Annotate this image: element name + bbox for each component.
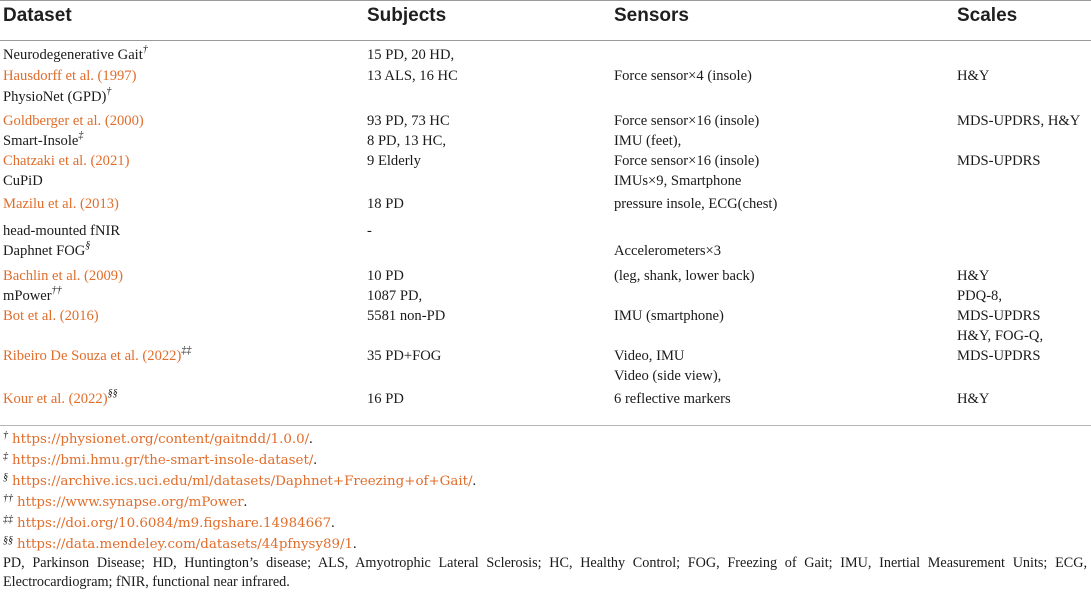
- table-cell-dataset: [3, 173, 43, 190]
- citation-link[interactable]: [3, 153, 129, 170]
- cell-text: H&Y: [957, 268, 990, 284]
- abbreviations-note: PD, Parkinson Disease; HD, Huntington’s disease; ALS, Amyotrophic Lateral Sclerosis; HC, Healthy Control; FOG, Freezing of Gait; IMU, Inertial Measurement Units; ECG, Electrocardiogram; fNIR, functional near infrared.: [3, 555, 1087, 590]
- cell-text: Bachlin et al. (2009): [3, 268, 123, 284]
- cell-text: Goldberger et al. (2000): [3, 113, 144, 129]
- table-cell-subjects: [367, 196, 404, 213]
- citation-link[interactable]: [3, 68, 136, 85]
- table-cell-scales: [957, 348, 1041, 365]
- cell-text: IMUs×9, Smartphone: [614, 173, 742, 189]
- cell-text: 18 PD: [367, 196, 404, 212]
- header-subjects: Subjects: [367, 5, 447, 26]
- table-bottom-rule: [0, 425, 1091, 426]
- footnote-tail: .: [472, 473, 477, 489]
- cell-text: PDQ-8,: [957, 288, 1002, 304]
- table-cell-subjects: [367, 113, 450, 130]
- footnote-line: [3, 536, 357, 554]
- cell-text: Chatzaki et al. (2021): [3, 153, 130, 169]
- cell-text: Force sensor×16 (insole): [614, 153, 760, 169]
- citation-link[interactable]: [3, 388, 118, 408]
- header-scales: Scales: [957, 5, 1018, 26]
- footnote-tail: .: [331, 515, 335, 531]
- cell-text: 8 PD, 13 HC,: [367, 133, 447, 149]
- cell-text: Force sensor×4 (insole): [614, 68, 752, 84]
- cell-text: 35 PD+FOG: [367, 348, 442, 364]
- table-cell-subjects: [367, 391, 404, 408]
- table-cell-sensors: [614, 153, 759, 170]
- cell-text: MDS-UPDRS: [957, 153, 1041, 169]
- footnote-mark: †: [3, 430, 8, 441]
- table-cell-scales: [957, 113, 1080, 130]
- table-cell-subjects: [367, 268, 404, 285]
- cell-text: head-mounted fNIR: [3, 223, 121, 239]
- footnote-line: [3, 515, 335, 533]
- footnote-line: [3, 473, 476, 491]
- table-cell-sensors: [614, 348, 684, 365]
- table-cell-sensors: [614, 68, 752, 85]
- table-cell-scales: [957, 328, 1043, 345]
- footnote-tail: .: [309, 431, 313, 447]
- cell-text: MDS-UPDRS: [957, 308, 1041, 324]
- footnote-marker: †: [106, 86, 112, 98]
- citation-link[interactable]: [3, 196, 119, 213]
- table-cell-sensors: [614, 133, 681, 150]
- cell-text: IMU (smartphone): [614, 308, 724, 324]
- table-cell-subjects: [367, 308, 445, 325]
- table-cell-dataset: [3, 285, 62, 305]
- table-cell-scales: [957, 391, 989, 408]
- table-cell-subjects: [367, 288, 422, 305]
- footnote-tail: .: [243, 494, 248, 510]
- table-header: [0, 0, 1091, 41]
- cell-text: CuPiD: [3, 173, 43, 189]
- footnote-line: [3, 494, 247, 512]
- cell-text: (leg, shank, lower back): [614, 268, 755, 284]
- citation-link[interactable]: [3, 113, 144, 130]
- table-cell-subjects: [367, 133, 446, 150]
- table-cell-dataset: [3, 223, 120, 240]
- table-cell-scales: [957, 68, 989, 85]
- footnote-marker: ††: [51, 285, 62, 297]
- table-cell-dataset: [3, 130, 84, 150]
- cell-text: Video (side view),: [614, 368, 722, 384]
- footnote-line: [3, 431, 313, 449]
- footnote-mark: §§: [3, 535, 13, 546]
- cell-text: 5581 non-PD: [367, 308, 446, 324]
- header-sensors: Sensors: [614, 5, 689, 26]
- cell-text: IMU (feet),: [614, 133, 682, 149]
- cell-text: -: [367, 223, 372, 239]
- citation-link[interactable]: [3, 308, 99, 325]
- citation-link[interactable]: [3, 268, 123, 285]
- footnote-marker: ‡‡: [181, 345, 192, 357]
- footnote-url-link[interactable]: https://bmi.hmu.gr/the-smart-insole-dataset/: [12, 453, 314, 468]
- table-cell-scales: [957, 288, 1002, 305]
- top-rule: [0, 0, 1091, 1]
- cell-text: 16 PD: [367, 391, 404, 407]
- citation-link[interactable]: [3, 345, 192, 365]
- table-cell-sensors: [614, 243, 721, 260]
- cell-text: pressure insole, ECG(chest): [614, 196, 778, 212]
- table-cell-sensors: [614, 391, 731, 408]
- cell-text: H&Y, FOG-Q,: [957, 328, 1044, 344]
- cell-text: 6 reflective markers: [614, 391, 731, 407]
- cell-text: Hausdorff et al. (1997): [3, 68, 137, 84]
- cell-text: Video, IMU: [614, 348, 685, 364]
- footnote-url-link[interactable]: https://www.synapse.org/mPower: [17, 495, 244, 510]
- cell-text: MDS-UPDRS, H&Y: [957, 113, 1081, 129]
- cell-text: H&Y: [957, 68, 990, 84]
- table-cell-sensors: [614, 113, 759, 130]
- cell-text: 13 ALS, 16 HC: [367, 68, 458, 84]
- table-cell-sensors: [614, 173, 741, 190]
- footnote-marker: †: [142, 44, 148, 56]
- table-cell-subjects: [367, 68, 458, 85]
- table-cell-sensors: [614, 368, 721, 385]
- cell-text: Ribeiro De Souza et al. (2022): [3, 348, 182, 364]
- footnote-url-link[interactable]: https://data.mendeley.com/datasets/44pfnysy89/1: [17, 537, 354, 552]
- table-cell-scales: [957, 153, 1041, 170]
- cell-text: Force sensor×16 (insole): [614, 113, 760, 129]
- cell-text: PhysioNet (GPD): [3, 89, 107, 105]
- footnote-url-link[interactable]: https://archive.ics.uci.edu/ml/datasets/Daphnet+Freezing+of+Gait/: [12, 474, 473, 489]
- footnote-mark: ‡: [3, 451, 8, 462]
- cell-text: Neurodegenerative Gait: [3, 47, 143, 63]
- table-cell-sensors: [614, 308, 724, 325]
- footnote-marker: §§: [107, 388, 118, 400]
- footnote-mark: §: [3, 472, 8, 483]
- table-cell-dataset: [3, 240, 91, 260]
- cell-text: 10 PD: [367, 268, 404, 284]
- cell-text: MDS-UPDRS: [957, 348, 1041, 364]
- cell-text: 15 PD, 20 HD,: [367, 47, 455, 63]
- table-cell-subjects: [367, 223, 372, 240]
- cell-text: Smart-Insole: [3, 133, 79, 149]
- table-cell-scales: [957, 268, 989, 285]
- table-cell-dataset: [3, 44, 148, 64]
- table-cell-subjects: [367, 153, 421, 170]
- footnote-url-link[interactable]: https://physionet.org/content/gaitndd/1.0.0/: [12, 432, 310, 447]
- footnote-line: [3, 452, 317, 470]
- header-rule: [0, 40, 1091, 41]
- cell-text: 9 Elderly: [367, 153, 421, 169]
- header-dataset: Dataset: [3, 5, 72, 26]
- cell-text: Kour et al. (2022): [3, 391, 108, 407]
- footnote-url-link[interactable]: https://doi.org/10.6084/m9.figshare.14984667: [17, 516, 332, 531]
- table-cell-sensors: [614, 196, 777, 213]
- cell-text: 1087 PD,: [367, 288, 423, 304]
- cell-text: 93 PD, 73 HC: [367, 113, 450, 129]
- table-cell-dataset: [3, 86, 112, 106]
- cell-text: Daphnet FOG: [3, 243, 86, 259]
- table-cell-scales: [957, 308, 1041, 325]
- footnote-mark: ††: [3, 493, 13, 504]
- cell-text: H&Y: [957, 391, 990, 407]
- cell-text: mPower: [3, 288, 52, 304]
- table-cell-subjects: [367, 47, 454, 64]
- table-cell-subjects: [367, 348, 441, 365]
- footnote-mark: ‡‡: [3, 514, 13, 525]
- cell-text: Mazilu et al. (2013): [3, 196, 119, 212]
- footnote-marker: §: [85, 240, 91, 252]
- footnote-tail: .: [313, 452, 317, 468]
- footnote-tail: .: [353, 536, 357, 552]
- cell-text: Bot et al. (2016): [3, 308, 99, 324]
- table-cell-sensors: [614, 268, 755, 285]
- cell-text: Accelerometers×3: [614, 243, 722, 259]
- footnote-marker: ‡: [78, 130, 84, 142]
